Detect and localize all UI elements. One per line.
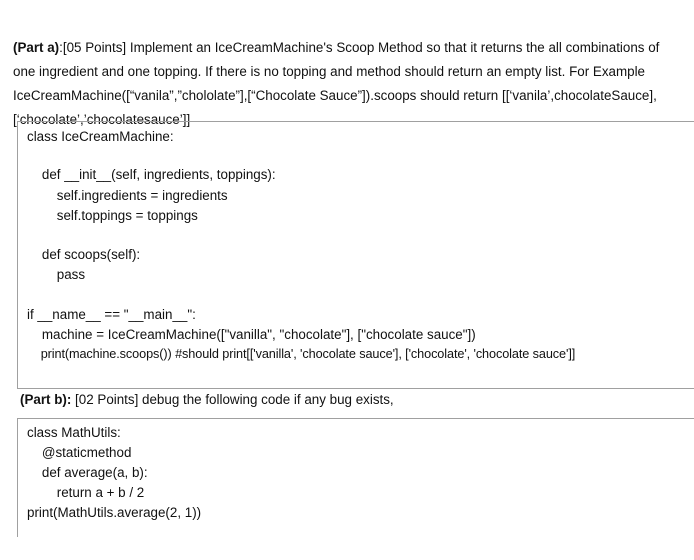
code-line: return a + b / 2: [27, 485, 145, 500]
part-a-code-box: [17, 121, 694, 389]
part-a-label: (Part a): [13, 40, 60, 55]
part-b-label: (Part b):: [20, 392, 72, 407]
part-a-paragraph: [13, 36, 685, 132]
code-line: if __name__ == "__main__":: [27, 307, 196, 322]
code-line: def scoops(self):: [27, 247, 141, 262]
code-line: def __init__(self, ingredients, toppings):: [27, 167, 276, 182]
code-line: self.toppings = toppings: [27, 208, 198, 223]
code-line: print(machine.scoops()) #should print[['vanilla', 'chocolate sauce'], ['chocolate', 'chocolate sauce']]: [27, 347, 576, 361]
code-line: pass: [27, 267, 86, 282]
code-line: def average(a, b):: [27, 465, 148, 480]
code-line: @staticmethod: [27, 445, 132, 460]
code-line: print(MathUtils.average(2, 1)): [27, 505, 202, 520]
part-b-code-box: [17, 418, 694, 537]
code-line: class MathUtils:: [27, 425, 121, 440]
code-line: self.ingredients = ingredients: [27, 188, 228, 203]
code-line: machine = IceCreamMachine(["vanilla", "chocolate"], ["chocolate sauce"]): [27, 327, 476, 342]
part-a-description: :[05 Points] Implement an IceCreamMachine's Scoop Method so that it returns the all combinations of one ingredient and one topping. If there is no topping and method should return an empty list. For Example IceCreamMachine([“vanila”,”chololate”],[“Chocolate Sauce”]).scoops should return [[‘vanila’,chocolateSauce],[‘chocolate’,’chocolatesauce’]]: [13, 40, 660, 127]
part-b-heading: [20, 390, 394, 410]
code-line: class IceCreamMachine:: [27, 129, 174, 144]
question-intro: [13, 36, 685, 132]
part-b-description: [02 Points] debug the following code if any bug exists,: [71, 392, 394, 407]
